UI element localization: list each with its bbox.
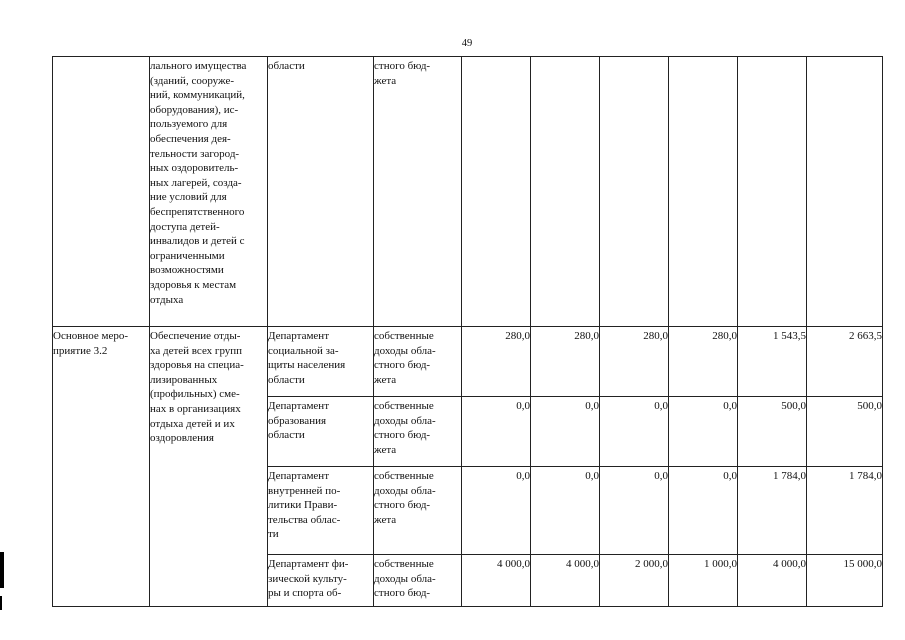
cell-executor [268, 327, 374, 397]
text-line: оборудования), ис- [150, 103, 239, 116]
text-line: ти [268, 528, 279, 541]
text-line: внутренней по- [268, 484, 341, 497]
text-line: доходы обла- [374, 572, 436, 585]
text-line: социальной за- [268, 344, 339, 357]
text-line: доходы обла- [374, 344, 436, 357]
text-line: пользуемого для [150, 118, 228, 131]
cell-year-value: 4 000,0 [531, 555, 600, 607]
text-line: (профильных) сме- [150, 388, 240, 401]
text-line: Департамент [268, 330, 330, 342]
text-line: Департамент фи- [268, 558, 349, 570]
cell-year-value: 1 543,5 [738, 327, 807, 397]
text-line: возможностями [150, 264, 224, 277]
text-line: оздоровления [150, 432, 214, 445]
cell-year-value: 0,0 [531, 467, 600, 555]
text-line: приятие 3.2 [53, 344, 108, 357]
text-line: ных оздоровитель- [150, 162, 239, 175]
cell-main-event-name [53, 327, 150, 607]
text-line: щиты населения [268, 359, 346, 372]
text-line: (зданий, сооруже- [150, 74, 235, 87]
text-line: тельства облас- [268, 513, 341, 526]
text-line: собственные [374, 400, 434, 412]
scan-edge-mark [0, 596, 2, 610]
text-line: стного бюд- [374, 359, 431, 372]
text-line: литики Прави- [268, 499, 338, 512]
cell-executor [268, 555, 374, 607]
cell-year-value: 0,0 [600, 397, 669, 467]
cell-year-value: 0,0 [531, 397, 600, 467]
text-line: нах в организациях [150, 402, 241, 415]
cell-total-value: 1 784,0 [807, 467, 883, 555]
cell-funding-source [374, 57, 462, 327]
cell-year-value: 280,0 [600, 327, 669, 397]
cell-funding-source [374, 555, 462, 607]
cell-year-value: 0,0 [669, 467, 738, 555]
cell-year-value: 4 000,0 [738, 555, 807, 607]
cell-total-value: 15 000,0 [807, 555, 883, 607]
text-line: жета [374, 74, 397, 87]
text-line: стного бюд- [374, 429, 431, 442]
cell-total-value: 500,0 [807, 397, 883, 467]
cell-executor [268, 397, 374, 467]
cell-event-description [150, 57, 268, 327]
text-line: беспрепятственного [150, 205, 245, 218]
cell-year-value: 500,0 [738, 397, 807, 467]
text-line: жета [374, 513, 397, 526]
table-body [53, 57, 883, 607]
text-line: ограниченными [150, 249, 225, 262]
text-line: зической культу- [268, 572, 347, 585]
scan-edge-mark [0, 552, 4, 588]
text-line: области [268, 429, 305, 442]
text-line: тельности загород- [150, 147, 240, 160]
text-line: ха детей всех групп [150, 344, 243, 357]
text-line: Департамент [268, 400, 330, 412]
text-line: инвалидов и детей с [150, 235, 245, 248]
cell-year-value: 4 000,0 [462, 555, 531, 607]
cell-total-value: 2 663,5 [807, 327, 883, 397]
text-line: Основное меро- [53, 330, 129, 342]
cell-empty-value [738, 57, 807, 327]
cell-empty-name [53, 57, 150, 327]
text-line: ний, коммуникаций, [150, 89, 245, 102]
text-line: собственные [374, 330, 434, 342]
cell-executor [268, 467, 374, 555]
cell-executor [268, 57, 374, 327]
cell-funding-source [374, 327, 462, 397]
cell-year-value: 280,0 [669, 327, 738, 397]
text-line: здоровья к местам [150, 278, 237, 291]
cell-empty-value [669, 57, 738, 327]
text-line: области [268, 60, 305, 72]
cell-empty-value [807, 57, 883, 327]
cell-funding-source [374, 467, 462, 555]
text-line: доступа детей- [150, 220, 220, 233]
text-line: собственные [374, 558, 434, 570]
cell-funding-source [374, 397, 462, 467]
program-table [52, 56, 883, 607]
text-line: лизированных [150, 373, 218, 386]
cell-year-value: 0,0 [600, 467, 669, 555]
text-line: стного бюд- [374, 499, 431, 512]
cell-empty-value [462, 57, 531, 327]
text-line: доходы обла- [374, 414, 436, 427]
text-line: ние условий для [150, 191, 227, 204]
cell-year-value: 1 000,0 [669, 555, 738, 607]
text-line: жета [374, 443, 397, 456]
text-line: здоровья на специа- [150, 359, 244, 372]
table-row [53, 327, 883, 397]
text-line: Обеспечение отды- [150, 330, 241, 342]
text-line: области [268, 373, 305, 386]
text-line: обеспечения дея- [150, 132, 231, 145]
cell-year-value: 0,0 [462, 397, 531, 467]
cell-year-value: 280,0 [531, 327, 600, 397]
cell-empty-value [600, 57, 669, 327]
text-line: отдыха [150, 293, 184, 306]
cell-main-event-description [150, 327, 268, 607]
cell-year-value: 1 784,0 [738, 467, 807, 555]
cell-year-value: 0,0 [462, 467, 531, 555]
cell-empty-value [531, 57, 600, 327]
cell-year-value: 280,0 [462, 327, 531, 397]
page-number: 49 [461, 38, 473, 49]
text-line: стного бюд- [374, 60, 431, 72]
cell-year-value: 2 000,0 [600, 555, 669, 607]
text-line: доходы обла- [374, 484, 436, 497]
text-line: Департамент [268, 470, 330, 482]
text-line: ных лагерей, созда- [150, 176, 242, 189]
text-line: ры и спорта об- [268, 587, 342, 600]
text-line: стного бюд- [374, 587, 431, 600]
text-line: образования [268, 414, 327, 427]
text-line: отдыха детей и их [150, 417, 235, 430]
text-line: жета [374, 373, 397, 386]
table-row-continuation [53, 57, 883, 327]
text-line: лального имущества [150, 60, 247, 72]
text-line: собственные [374, 470, 434, 482]
cell-year-value: 0,0 [669, 397, 738, 467]
